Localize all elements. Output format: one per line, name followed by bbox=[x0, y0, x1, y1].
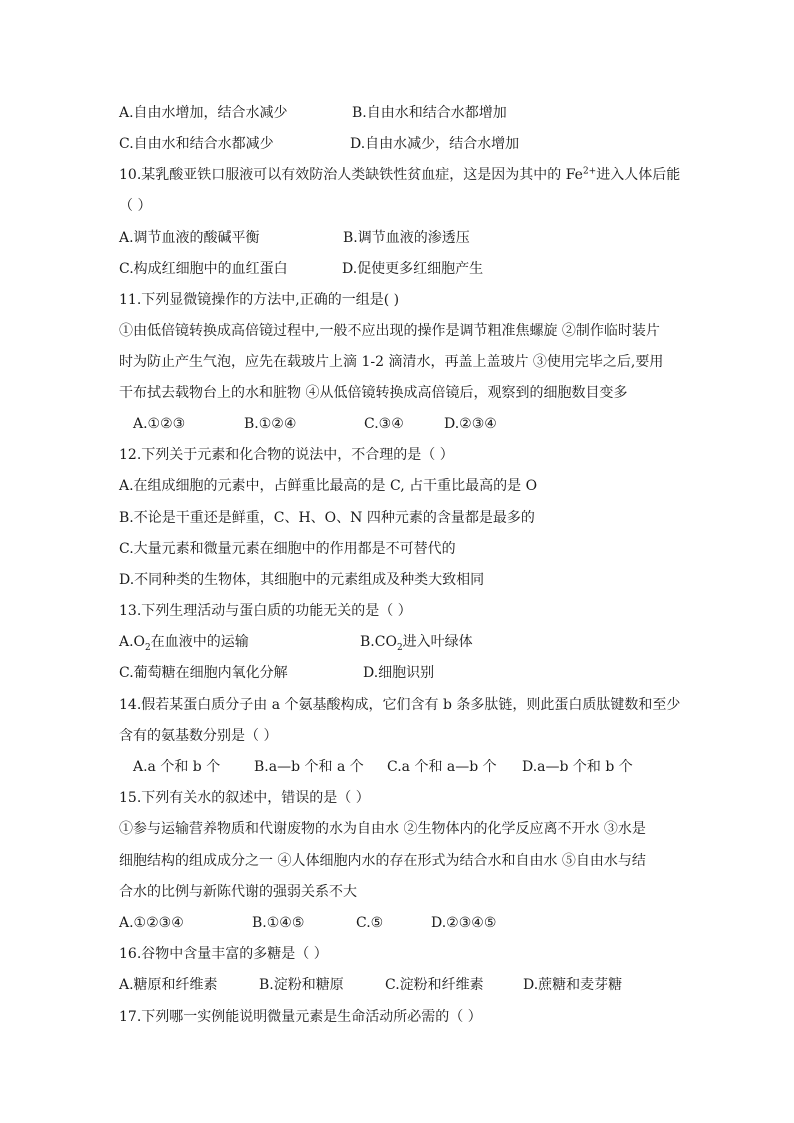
q13-stem: 13.下列生理活动与蛋白质的功能无关的是（ ） bbox=[119, 603, 412, 619]
q14-option-a: A.a 个和 b 个 bbox=[133, 759, 221, 775]
q12-option-c: C.大量元素和微量元素在细胞中的作用都是不可替代的 bbox=[119, 541, 456, 557]
q15-statement-line: 细胞结构的组成成分之一 ④人体细胞内水的存在形式为结合水和自由水 ⑤自由水与结 bbox=[119, 853, 646, 869]
q10-option-b: B.调节血液的渗透压 bbox=[343, 230, 470, 246]
q9-option-d: D.自由水减少，结合水增加 bbox=[350, 136, 520, 152]
q11-statement-line: 干布拭去载物台上的水和脏物 ④从低倍镜转换成高倍镜后，观察到的细胞数目变多 bbox=[119, 385, 628, 401]
q9-option-c: C.自由水和结合水都减少 bbox=[119, 136, 274, 152]
q17-stem: 17.下列哪一实例能说明微量元素是生命活动所必需的（ ） bbox=[119, 1009, 482, 1025]
q15-statement-line: 合水的比例与新陈代谢的强弱关系不大 bbox=[119, 884, 357, 900]
q13-option-b: $B.CO_2$进入叶绿体 bbox=[360, 634, 473, 653]
q15-option-c: C.⑤ bbox=[356, 915, 384, 931]
q14-stem-line: 含有的氨基数分别是（ ） bbox=[119, 728, 278, 744]
q15-option-a: A.①②③④ bbox=[119, 915, 184, 931]
q11-option-d: D.②③④ bbox=[444, 416, 497, 432]
q13-option-a: $A.O_2$在血液中的运输 bbox=[119, 634, 249, 653]
q12-stem: 12.下列关于元素和化合物的说法中，不合理的是（ ） bbox=[119, 447, 454, 463]
q9-option-a: A.自由水增加，结合水减少 bbox=[119, 105, 288, 121]
q16-stem: 16.谷物中含量丰富的多糖是（ ） bbox=[119, 946, 328, 962]
q10-stem: 10.某乳酸亚铁口服液可以有效防治人类缺铁性贫血症，这是因为其中的 $Fe^{2+}$进入人体后能 bbox=[119, 166, 681, 183]
q11-statement-line: ①由低倍镜转换成高倍镜过程中,一般不应出现的操作是调节粗准焦螺旋 ②制作临时装片 bbox=[119, 323, 660, 339]
q14-option-d: D.a—b 个和 b 个 bbox=[522, 759, 633, 775]
q12-option-b: B.不论是干重还是鲜重，C、H、O、N 四种元素的含量都是最多的 bbox=[119, 510, 535, 526]
q11-option-b: B.①②④ bbox=[244, 416, 297, 432]
q13-option-c: C.葡萄糖在细胞内氧化分解 bbox=[119, 665, 288, 681]
q10-option-c: C.构成红细胞中的血红蛋白 bbox=[119, 261, 288, 277]
q10-option-a: A.调节血液的酸碱平衡 bbox=[119, 230, 260, 246]
q11-statement-line: 时为防止产生气泡，应先在载玻片上滴 1-2 滴清水，再盖上盖玻片 ③使用完毕之后,要用 bbox=[119, 354, 664, 370]
q12-option-a: A.在组成细胞的元素中，占鲜重比最高的是 C, 占干重比最高的是 O bbox=[119, 478, 538, 494]
q12-option-d: D.不同种类的生物体，其细胞中的元素组成及种类大致相同 bbox=[119, 572, 485, 588]
q11-option-c: C.③④ bbox=[364, 416, 404, 432]
q16-option-b: B.淀粉和糖原 bbox=[259, 977, 344, 993]
q16-option-c: C.淀粉和纤维素 bbox=[385, 977, 484, 993]
q15-statement-line: ①参与运输营养物质和代谢废物的水为自由水 ②生物体内的化学反应离不开水 ③水是 bbox=[119, 821, 646, 837]
q15-option-b: B.①④⑤ bbox=[252, 915, 305, 931]
q14-option-b: B.a—b 个和 a 个 bbox=[254, 759, 364, 775]
q9-option-b: B.自由水和结合水都增加 bbox=[352, 105, 507, 121]
q16-option-d: D.蔗糖和麦芽糖 bbox=[523, 977, 623, 993]
q10-option-d: D.促使更多红细胞产生 bbox=[342, 261, 484, 277]
q15-stem: 15.下列有关水的叙述中，错误的是（ ） bbox=[119, 790, 370, 806]
q15-option-d: D.②③④⑤ bbox=[431, 915, 497, 931]
q11-option-a: A.①②③ bbox=[133, 416, 186, 432]
q16-option-a: A.糖原和纤维素 bbox=[119, 977, 218, 993]
q13-option-d: D.细胞识别 bbox=[363, 665, 435, 681]
q11-stem: 11.下列显微镜操作的方法中,正确的一组是( ) bbox=[119, 292, 400, 308]
q14-option-c: C.a 个和 a—b 个 bbox=[387, 759, 497, 775]
q14-stem-line: 14.假若某蛋白质分子由 a 个氨基酸构成，它们含有 b 条多肽链，则此蛋白质肽键数和至少 bbox=[119, 697, 681, 713]
q10-answer-paren: （ ） bbox=[119, 198, 152, 214]
